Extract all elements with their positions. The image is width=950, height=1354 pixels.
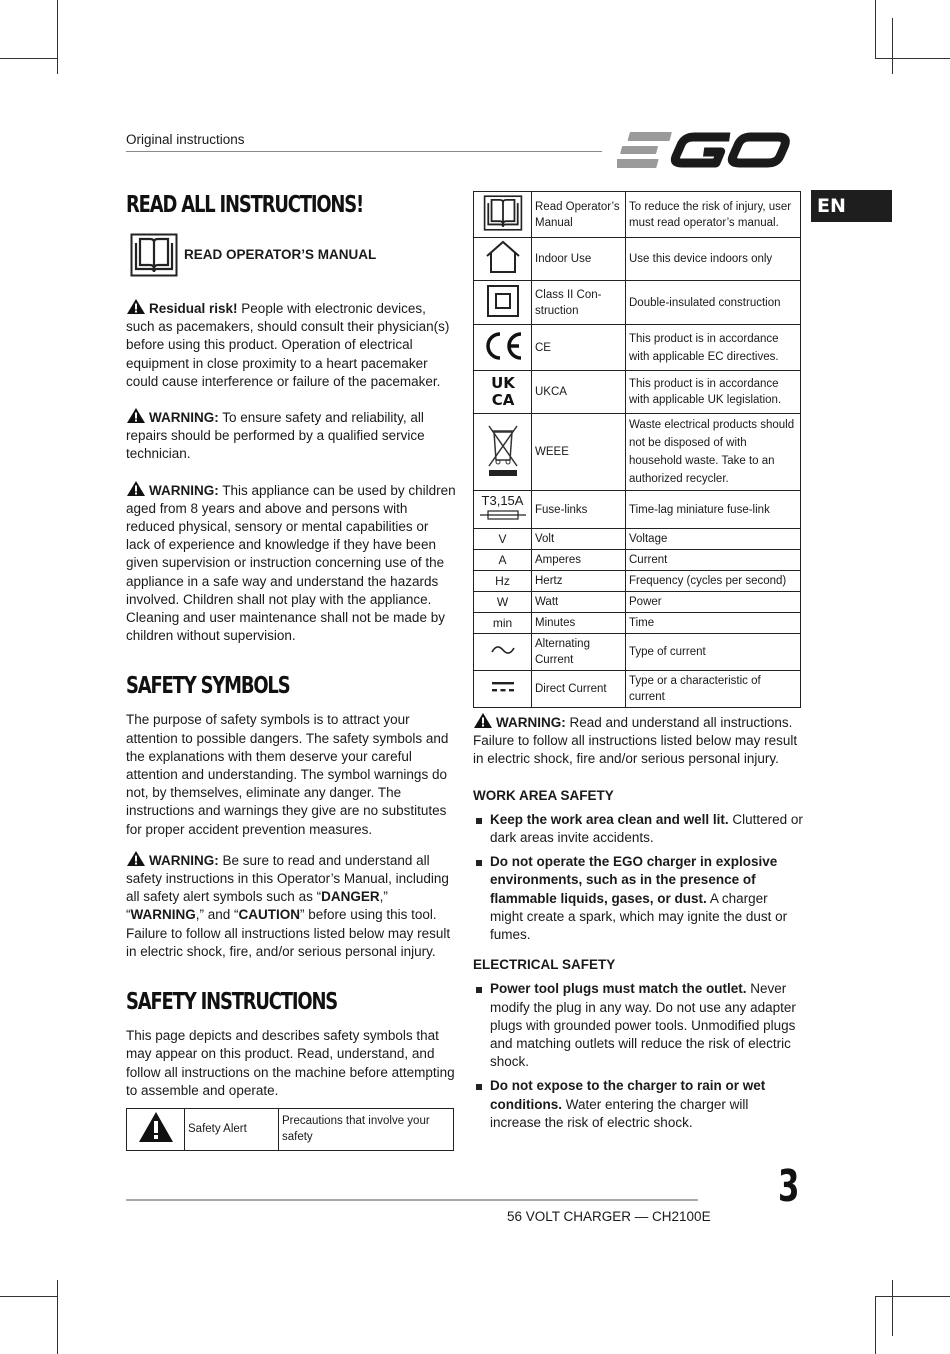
symbol-name: WEEE xyxy=(532,414,626,491)
caution-word: CAUTION xyxy=(238,907,301,923)
page-number: 3 xyxy=(778,1161,800,1212)
table-row xyxy=(474,238,801,281)
symbol-cell xyxy=(474,325,532,371)
warning-alert-paragraph xyxy=(126,850,456,961)
footer-text: 56 VOLT CHARGER — CH2100E xyxy=(507,1209,711,1224)
warning-repairs-paragraph xyxy=(126,407,456,464)
table-row xyxy=(474,281,801,325)
safety-instructions-paragraph: This page depicts and describes safety symbols that may appear on this product. Read, understand, and follow all instructions on the machine before attempting to assemble and operate. xyxy=(126,1028,455,1098)
list-item-text: A charger might create a spark, which may ignite the dust or fumes. xyxy=(490,890,788,943)
ego-logo xyxy=(617,128,801,172)
residual-risk-text: People with electronic devices, such as pacemakers, should consult their physician(s) before using this product. Operation of electrical equipment in close proximity to a heart pacemaker could cause interference or failure of the pacemaker. xyxy=(126,301,450,389)
table-row xyxy=(127,1108,454,1150)
crop-mark xyxy=(0,58,57,59)
residual-risk-label: Residual risk! xyxy=(149,301,238,316)
symbol-name: Watt xyxy=(532,592,626,613)
list-item-text: Water entering the charger will increase the risk of electric shock. xyxy=(490,1096,749,1130)
symbol-desc: Double-insulated construction xyxy=(626,281,801,325)
table-row xyxy=(474,371,801,414)
warning-triangle-icon xyxy=(126,480,146,497)
symbol-name: Volt xyxy=(532,529,626,550)
manual-symbol-row xyxy=(130,232,456,278)
symbol-cell: Hz xyxy=(474,571,532,592)
table-row xyxy=(474,529,801,550)
symbol-cell xyxy=(474,671,532,708)
crop-mark xyxy=(892,1280,893,1336)
symbol-desc: Current xyxy=(626,550,801,571)
table-row xyxy=(474,671,801,708)
book-icon xyxy=(483,195,523,231)
symbol-name: Amperes xyxy=(532,550,626,571)
symbol-name: Safety Alert xyxy=(185,1108,279,1150)
warning-triangle-icon xyxy=(138,1111,174,1143)
symbol-cell xyxy=(474,371,532,414)
warning-instructions-paragraph xyxy=(473,712,803,769)
symbol-desc: Frequency (cycles per second) xyxy=(626,571,801,592)
table-row xyxy=(474,491,801,529)
list-item xyxy=(473,980,803,1071)
table-row xyxy=(474,550,801,571)
symbol-name: CE xyxy=(532,325,626,371)
crop-mark xyxy=(875,1296,876,1354)
warning-alert-text: Be sure to read and understand all safety instructions in this Operator’s Manual, including all safety alert symbols such as “ xyxy=(126,852,449,905)
list-item-bold: Do not operate the EGO charger in explosive environments, such as in the presence of flammable liquids, gases, or dust. xyxy=(490,854,778,906)
symbol-cell: A xyxy=(474,550,532,571)
crop-mark xyxy=(0,1296,57,1297)
warning-alert-text: ,” “ xyxy=(126,889,388,923)
svg-text:UK: UK xyxy=(490,374,515,392)
crop-mark xyxy=(57,0,58,74)
symbol-cell xyxy=(474,634,532,671)
fuse-icon xyxy=(478,508,528,522)
warning-alert-text: ,” and “ xyxy=(195,907,239,923)
danger-word: DANGER xyxy=(321,889,380,905)
table-row xyxy=(474,634,801,671)
header-rule xyxy=(126,151,602,152)
list-item-bold: Do not expose to the charger to rain or wet conditions. xyxy=(490,1078,766,1112)
symbol-desc: Type or a characteristic of current xyxy=(626,671,801,708)
symbol-cell: W xyxy=(474,592,532,613)
symbol-name: Minutes xyxy=(532,613,626,634)
symbol-cell xyxy=(127,1108,185,1150)
left-column xyxy=(126,190,456,1151)
ac-wave-icon xyxy=(490,643,516,657)
list-item-text: Never modify the plug in any way. Do not use any adapter plugs with grounded power tools. Unmodified plugs and matching outlets will reduce the risk of electric shock. xyxy=(490,981,796,1070)
double-square-icon xyxy=(486,284,520,318)
dc-symbol-icon xyxy=(490,680,516,694)
fuse-rating: T3,15A xyxy=(481,493,524,508)
symbol-desc: Precautions that involve your safety xyxy=(279,1108,454,1150)
table-row xyxy=(474,592,801,613)
symbol-desc: Time-lag miniature fuse-link xyxy=(626,491,801,529)
warning-repairs-text: To ensure safety and reliability, all repairs should be performed by a qualified service technician. xyxy=(126,410,425,462)
right-column xyxy=(473,712,803,1138)
symbols-table xyxy=(473,191,801,708)
section-title: READ ALL INSTRUCTIONS! xyxy=(126,192,364,218)
house-icon xyxy=(484,240,522,274)
crop-mark xyxy=(875,1296,950,1297)
section-title: SAFETY INSTRUCTIONS xyxy=(126,989,338,1016)
warning-alert-text: ” before using this tool. Failure to follow all instructions listed below may result in electric shock, fire, and/or serious personal injury. xyxy=(126,907,451,959)
list-item xyxy=(473,1077,803,1132)
warning-label: WARNING: xyxy=(149,482,219,498)
warning-label: WARNING: xyxy=(496,715,566,730)
warning-label: WARNING: xyxy=(149,852,219,868)
crop-mark xyxy=(57,1280,58,1354)
symbol-name: Class II Con-struction xyxy=(532,281,626,325)
table-row xyxy=(474,414,801,491)
crop-mark xyxy=(875,58,950,59)
work-area-heading: WORK AREA SAFETY xyxy=(473,787,614,803)
symbol-desc: Waste electrical products should not be disposed of with household waste. Take to an authorized recycler. xyxy=(626,414,801,491)
table-row xyxy=(474,571,801,592)
warning-instructions-text: Read and understand all instructions. Failure to follow all instructions listed below may result in electric shock, fire and/or serious personal injury. xyxy=(473,715,798,767)
symbol-desc: This product is in accordance with applicable EC directives. xyxy=(626,325,801,371)
warning-triangle-icon xyxy=(473,712,493,729)
warning-word: WARNING xyxy=(130,907,196,923)
symbol-name: UKCA xyxy=(532,371,626,414)
symbol-name: Hertz xyxy=(532,571,626,592)
safety-alert-table xyxy=(126,1108,454,1151)
electrical-list xyxy=(473,980,803,1132)
residual-risk-paragraph xyxy=(126,298,456,391)
table-row xyxy=(474,192,801,238)
ukca-mark-icon xyxy=(486,373,520,407)
section-title: SAFETY SYMBOLS xyxy=(126,673,290,700)
symbol-name: Alternating Current xyxy=(532,634,626,671)
footer-rule xyxy=(126,1199,698,1201)
symbol-name: Read Operator’s Manual xyxy=(532,192,626,238)
warning-children-text: This appliance can be used by children aged from 8 years and above and persons with reduced physical, sensory or mental capabilities or lack of experience and knowledge if they have been given supervision or instruction concerning use of the appliance in a safe way and understand the hazards involved. Children shall not play with the appliance. Cleaning and user maintenance shall not be made by children without supervision. xyxy=(126,482,456,644)
warning-triangle-icon xyxy=(126,850,146,867)
symbol-cell xyxy=(474,414,532,491)
list-item xyxy=(473,811,803,847)
symbol-name: Direct Current xyxy=(532,671,626,708)
manual-label: READ OPERATOR’S MANUAL xyxy=(184,246,377,262)
crop-mark xyxy=(875,0,876,58)
symbol-desc: To reduce the risk of injury, user must read operator’s manual. xyxy=(626,192,801,238)
weee-bin-icon xyxy=(485,422,521,478)
symbol-desc: Use this device indoors only xyxy=(626,238,801,281)
crop-mark xyxy=(892,18,893,74)
list-item xyxy=(473,853,803,944)
language-tab: EN xyxy=(811,190,892,222)
symbol-desc: Power xyxy=(626,592,801,613)
table-row xyxy=(474,325,801,371)
symbol-desc: This product is in accordance with applicable UK legislation. xyxy=(626,371,801,414)
symbol-desc: Type of current xyxy=(626,634,801,671)
warning-triangle-icon xyxy=(126,407,146,424)
book-icon xyxy=(130,233,178,277)
symbol-desc: Voltage xyxy=(626,529,801,550)
symbol-cell xyxy=(474,192,532,238)
ce-mark-icon xyxy=(481,330,525,362)
warning-label: WARNING: xyxy=(149,410,219,426)
list-item-bold: Keep the work area clean and well lit. xyxy=(490,811,729,827)
warning-children-paragraph xyxy=(126,480,456,646)
symbol-name: Indoor Use xyxy=(532,238,626,281)
symbol-cell: min xyxy=(474,613,532,634)
work-area-list xyxy=(473,811,803,944)
electrical-heading: ELECTRICAL SAFETY xyxy=(473,957,616,973)
safety-symbols-paragraph: The purpose of safety symbols is to attract your attention to possible dangers. The safety symbols and the explanations with them deserve your careful attention and understanding. The symbol warnings do not, by themselves, eliminate any danger. The instructions and warnings they give are no substitutes for proper accident prevention measures. xyxy=(126,712,449,837)
list-item-text: Cluttered or dark areas invite accidents. xyxy=(490,811,803,846)
symbol-cell: V xyxy=(474,529,532,550)
symbol-cell xyxy=(474,238,532,281)
symbol-desc: Time xyxy=(626,613,801,634)
header-text: Original instructions xyxy=(126,132,245,147)
list-item-bold: Power tool plugs must match the outlet. xyxy=(490,981,747,997)
table-row xyxy=(474,613,801,634)
symbol-name: Fuse-links xyxy=(532,491,626,529)
symbol-cell xyxy=(474,491,532,529)
warning-triangle-icon xyxy=(126,298,146,315)
svg-text:CA: CA xyxy=(491,391,514,407)
symbol-cell xyxy=(474,281,532,325)
